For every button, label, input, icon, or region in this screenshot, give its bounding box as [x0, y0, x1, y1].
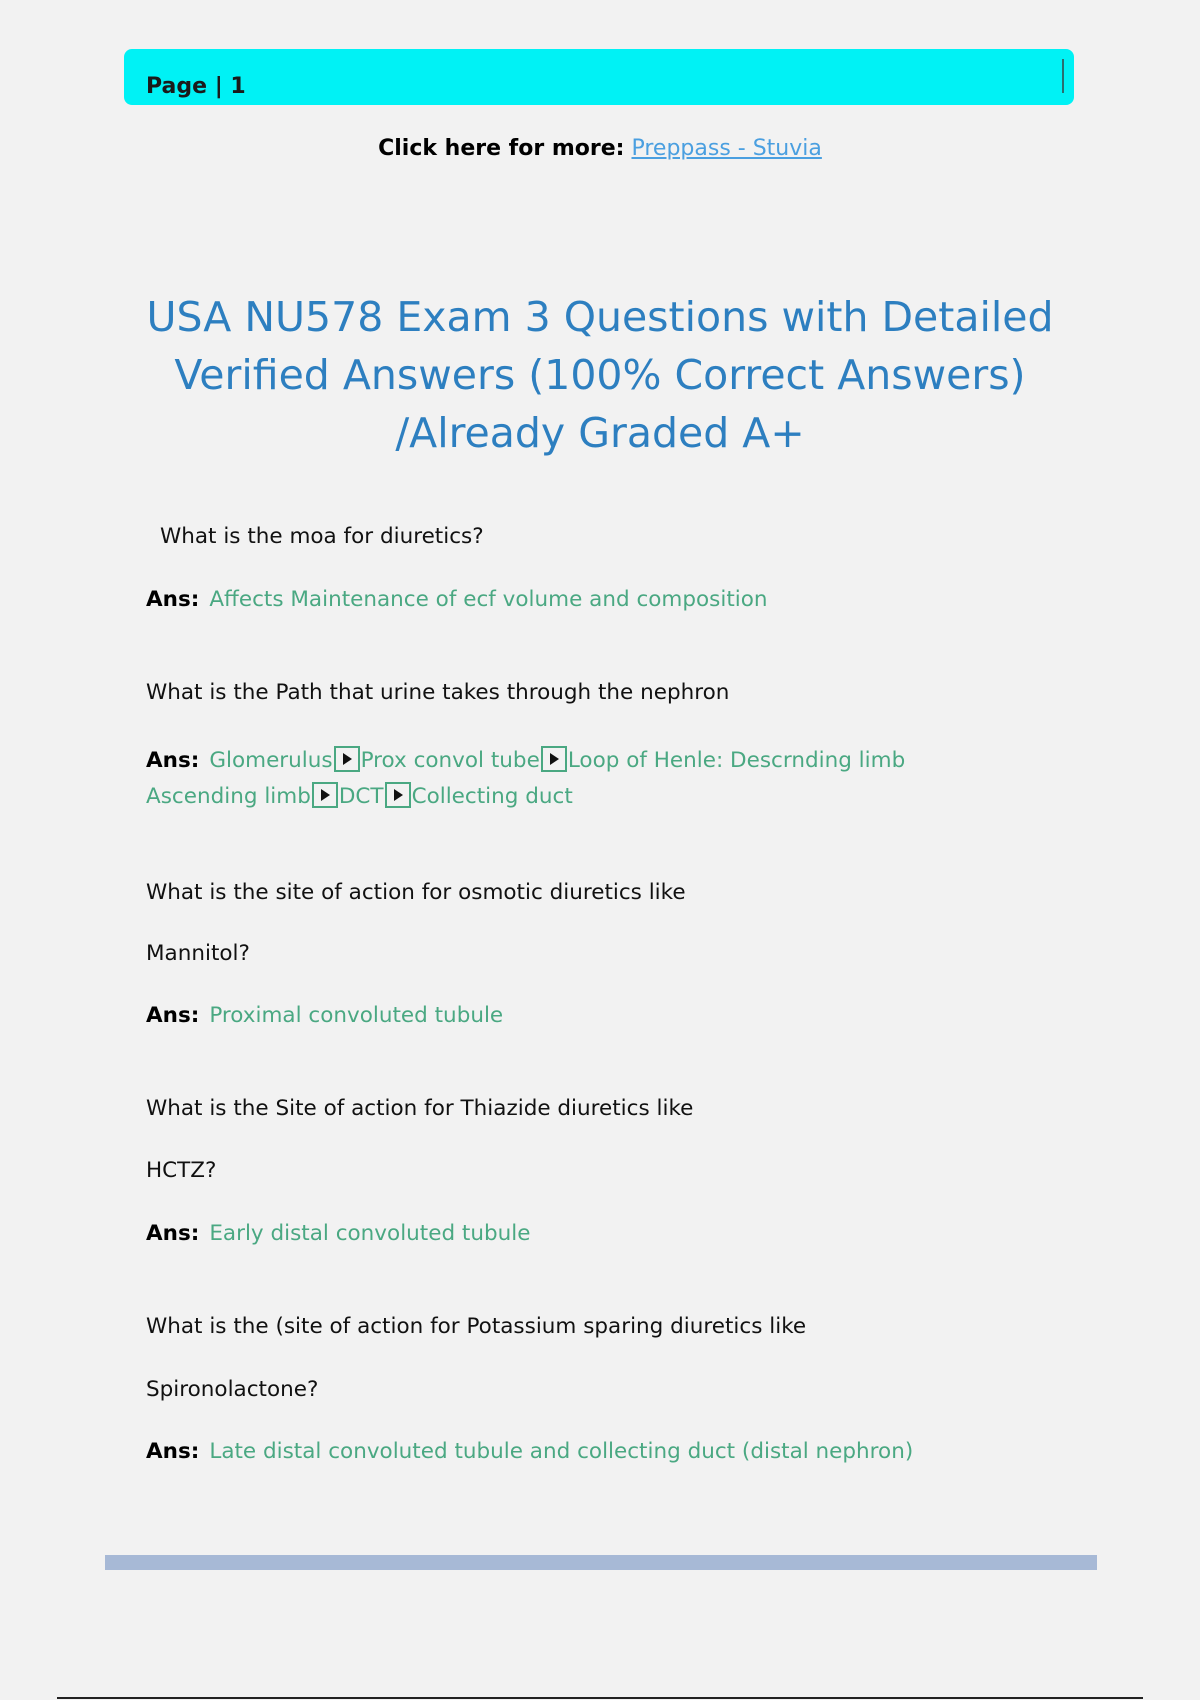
- answer-text: Affects Maintenance of ecf volume and composition: [209, 587, 768, 612]
- answer-step: Prox convol tube: [360, 748, 540, 773]
- question-text: What is the Site of action for Thiazide diuretics like: [146, 1096, 694, 1121]
- answer-step: Loop of Henle: Descrnding limb: [567, 748, 906, 773]
- question-text: What is the (site of action for Potassium sparing diuretics like: [146, 1314, 807, 1339]
- play-arrow-box-icon: [541, 746, 567, 772]
- answer-text: Early distal convoluted tubule: [209, 1221, 531, 1246]
- document-title: USA NU578 Exam 3 Questions with Detailed Verified Answers (100% Correct Answers) /Already Graded A+: [146, 293, 1054, 457]
- answer-text: Late distal convoluted tubule and collecting duct (distal nephron): [209, 1439, 914, 1464]
- question-text-continued: HCTZ?: [146, 1158, 217, 1183]
- answer-line: [146, 743, 1046, 779]
- qa-item-2-answer: [146, 743, 1046, 815]
- qa-item-1-answer: [146, 582, 1046, 618]
- question-text-continued: Spironolactone?: [146, 1377, 319, 1402]
- preppass-stuvia-link[interactable]: Preppass - Stuvia: [631, 136, 822, 161]
- qa-item-4-continued: [146, 1153, 1046, 1189]
- more-line: [0, 134, 1200, 164]
- answer-line-continued: [146, 779, 1046, 815]
- answer-line: [146, 582, 1046, 618]
- more-label: Click here for more:: [378, 136, 625, 161]
- page-number-label: Page | 1: [146, 74, 246, 99]
- question-text: What is the Path that urine takes through the nephron: [146, 680, 730, 705]
- answer-line: [146, 998, 1046, 1034]
- qa-item-5-continued: [146, 1372, 1046, 1408]
- qa-item-3-answer: [146, 998, 1046, 1034]
- answer-step: Ascending limb: [146, 784, 311, 809]
- answer-label: Ans:: [146, 1003, 200, 1028]
- header-bar-edge: [1062, 59, 1064, 93]
- play-arrow-box-icon: [334, 746, 360, 772]
- answer-step: Collecting duct: [411, 784, 573, 809]
- qa-item-3-continued: [146, 936, 1046, 972]
- play-arrow-box-icon: [385, 782, 411, 808]
- answer-label: Ans:: [146, 587, 200, 612]
- answer-label: Ans:: [146, 1221, 200, 1246]
- qa-item-4: [146, 1091, 1046, 1127]
- answer-line: [146, 1434, 1046, 1470]
- qa-item-5-answer: [146, 1434, 1046, 1470]
- play-arrow-box-icon: [312, 782, 338, 808]
- footer-rule: [105, 1555, 1097, 1570]
- qa-item-5: [146, 1309, 1046, 1345]
- qa-item-2: [146, 675, 1046, 711]
- qa-item-3: [146, 875, 1046, 911]
- answer-label: Ans:: [146, 1439, 200, 1464]
- answer-label: Ans:: [146, 748, 200, 773]
- page-bottom-rule: [57, 1697, 1143, 1699]
- answer-step: Glomerulus: [209, 748, 333, 773]
- answer-text: Proximal convoluted tubule: [209, 1003, 504, 1028]
- answer-step: DCT: [338, 784, 384, 809]
- qa-item-1: [160, 519, 1060, 555]
- question-text: What is the site of action for osmotic diuretics like: [146, 880, 686, 905]
- question-text: What is the moa for diuretics?: [160, 524, 484, 549]
- page-header-bar: [124, 49, 1074, 105]
- answer-line: [146, 1216, 1046, 1252]
- qa-item-4-answer: [146, 1216, 1046, 1252]
- question-text-continued: Mannitol?: [146, 941, 250, 966]
